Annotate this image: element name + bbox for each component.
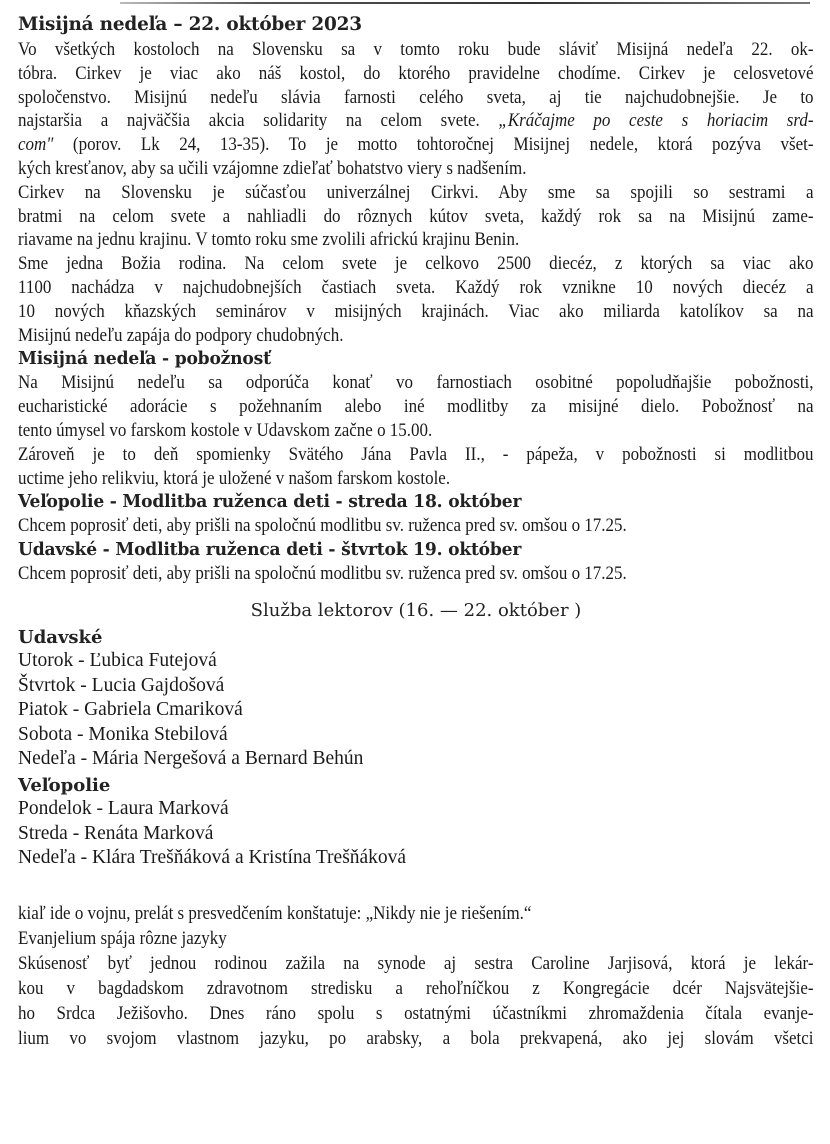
- spacer: [18, 871, 814, 901]
- paragraph-line: Sme jedna Božia rodina. Na celom svete je celkovo 2500 diecéz, z ktorých sa viac ako: [18, 253, 814, 275]
- paragraph-line: Na Misijnú nedeľu sa odporúča konať vo farnostiach osobitné popoludňajšie pobožnosti,: [18, 372, 814, 394]
- paragraph-line: tóbra. Cirkev je viac ako náš kostol, do ktorého pravidelne chodíme. Cirkev je celosvetové: [18, 62, 814, 84]
- motto-quote: „Kráčajme po ceste s horiacim srd-: [498, 110, 814, 132]
- paragraph-line: kou v bagdadskom zdravotnom stredisku a rehoľníčkou z Kongregácie dcér Najsvätejšie-: [18, 977, 814, 999]
- parish-heading: Veľopolie: [18, 774, 111, 796]
- lector-item: Sobota - Monika Stebilová: [18, 723, 228, 745]
- paragraph-line: 10 nových kňazských seminárov v misijných krajinách. Viac ako miliarda katolíkov sa na: [18, 300, 814, 322]
- paragraph-line: tento úmysel vo farskom kostole v Udavskom začne o 15.00.: [18, 419, 433, 441]
- text-run: (porov. Lk 24, 13-35). To je motto tohtoročnej Misijnej nedele, ktorá pozýva všet-: [53, 134, 814, 156]
- paragraph-line: eucharistické adorácie s požehnaním alebo iné modlitby za misijné dielo. Pobožnosť na: [18, 396, 814, 418]
- lectors-group-velopolie: [18, 774, 814, 871]
- mission-sunday-heading: Misijná nedeľa – 22. október 2023: [18, 13, 362, 35]
- paragraph-line: Chcem poprosiť deti, aby prišli na spoločnú modlitbu sv. ruženca pred sv. omšou o 17.25.: [18, 515, 627, 537]
- paragraph-line: spoločenstvo. Misijnú nedeľu slávia farnosti celého sveta, aj tie najchudobnejšie. Je to: [18, 86, 814, 108]
- subheading-line: Evanjelium spája rôzne jazyky: [18, 927, 227, 949]
- paragraph-line: Chcem poprosiť deti, aby prišli na spoločnú modlitbu sv. ruženca pred sv. omšou o 17.25.: [18, 563, 627, 585]
- lectors-heading: Služba lektorov (16. — 22. október ): [250, 599, 582, 621]
- paragraph-line: Skúsenosť byť jednou rodinou zažila na synode aj sestra Caroline Jarjisová, ktorá je lekár-: [18, 952, 814, 974]
- paragraph-line: Cirkev na Slovensku je súčasťou univerzálnej Cirkvi. Aby sme sa spojili so sestrami a: [18, 181, 814, 203]
- lector-item: Piatok - Gabriela Cmariková: [18, 699, 243, 721]
- paragraph-line: [18, 133, 814, 157]
- rosary-velopolie-heading: Veľopolie - Modlitba ruženca deti - streda 18. október: [18, 491, 522, 513]
- lector-item: Nedeľa - Mária Nergešová a Bernard Behún: [18, 748, 364, 770]
- devotion-heading: Misijná nedeľa - pobožnosť: [18, 348, 271, 370]
- paragraph-line: Misijnú nedeľu zapája do podpory chudobných.: [18, 324, 344, 346]
- lector-item: Utorok - Ľubica Futejová: [18, 649, 217, 671]
- paragraph-line: Vo všetkých kostoloch na Slovensku sa v tomto roku bude sláviť Misijná nedeľa 22. ok-: [18, 39, 814, 60]
- rosary-udavske-heading: Udavské - Modlitba ruženca deti - štvrtok 19. október: [18, 539, 522, 561]
- paragraph-line: [18, 109, 814, 133]
- continuation-article: [18, 901, 814, 1051]
- top-rule: [120, 2, 810, 4]
- lector-item: Streda - Renáta Marková: [18, 822, 214, 844]
- lectors-group-udavske: [18, 626, 814, 772]
- bulletin-page: [18, 10, 814, 1051]
- paragraph-line: kiaľ ide o vojnu, prelát s presvedčením konštatuje: „Nikdy nie je riešením.“: [18, 902, 532, 924]
- lector-item: Pondelok - Laura Marková: [18, 797, 229, 819]
- lector-item: Nedeľa - Klára Trešňáková a Kristína Trešňáková: [18, 847, 407, 869]
- lector-item: Štvrtok - Lucia Gajdošová: [18, 674, 225, 696]
- paragraph-line: uctime jeho relikviu, ktorá je uložené v našom farskom kostole.: [18, 467, 451, 489]
- text-run: najstaršia a najväčšia akcia solidarity na celom svete.: [18, 110, 499, 132]
- paragraph-line: riavame na jednu krajinu. V tomto roku sme zvolili africkú krajinu Benin.: [18, 229, 520, 251]
- paragraph-line: lium vo svojom vlastnom jazyku, po arabsky, a bola prekvapená, ako jej slovám všetci: [18, 1027, 814, 1049]
- parish-heading: Udavské: [18, 626, 103, 648]
- motto-quote-end: com": [18, 134, 54, 156]
- paragraph-line: kých kresťanov, aby sa učili vzájomne zdieľať bohatstvo viery s nadšením.: [18, 157, 527, 179]
- paragraph-line: ho Srdca Ježišovho. Dnes ráno spolu s ostatnými účastníkmi zhromaždenia čítala evanje-: [18, 1002, 814, 1024]
- paragraph-line: bratmi na celom svete a nahliadli do rôznych kútov sveta, každý rok sa na Misijnú zame-: [18, 205, 814, 227]
- paragraph-line: Zároveň je to deň spomienky Svätého Jána Pavla II., - pápeža, v pobožnosti si modlitbou: [18, 443, 814, 465]
- paragraph-line: 1100 nachádza v najchudobnejších častiach sveta. Každý rok vznikne 10 nových diecéz a: [18, 276, 814, 298]
